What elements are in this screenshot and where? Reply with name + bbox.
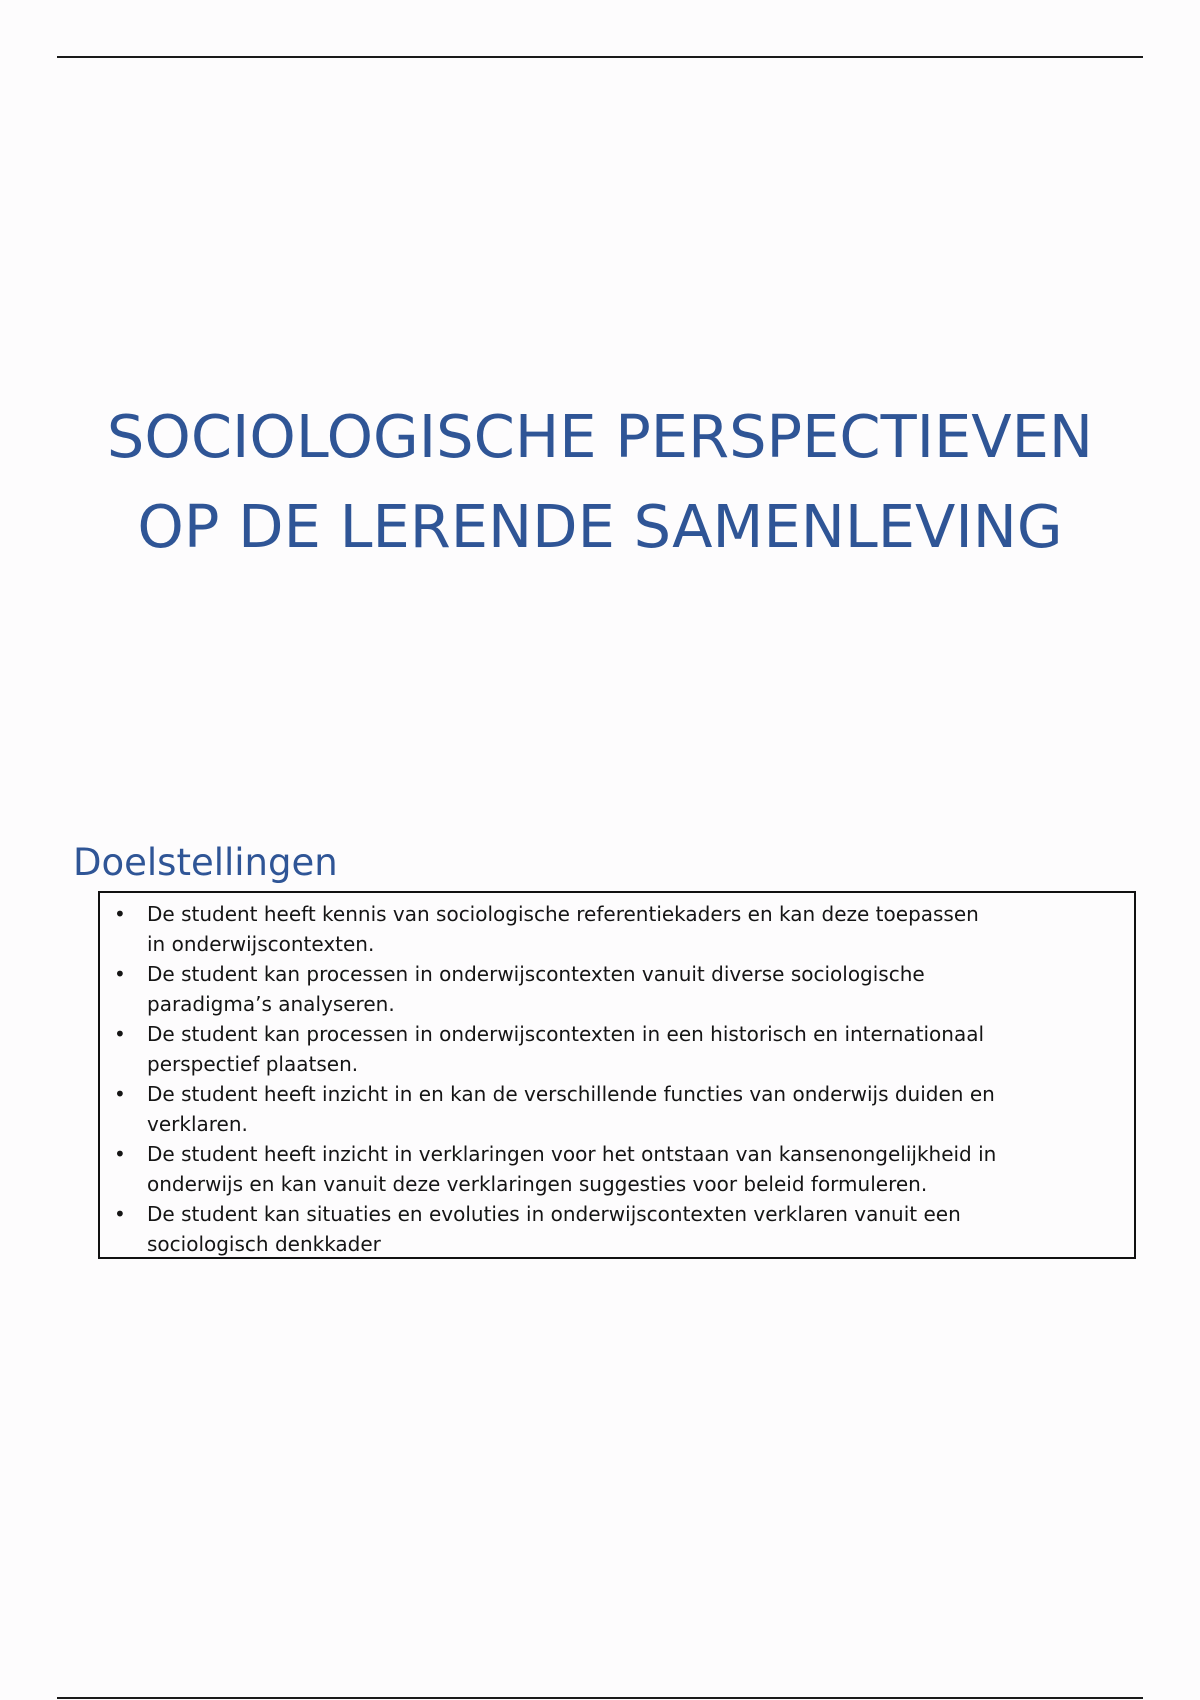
goals-box bbox=[98, 891, 1136, 1259]
goal-text: De student kan situaties en evoluties in onderwijscontexten verklaren vanuit een sociologisch denkkader bbox=[147, 1202, 961, 1256]
list-item bbox=[100, 1199, 997, 1259]
bullet-icon: • bbox=[114, 962, 126, 986]
goal-text: De student heeft inzicht in verklaringen voor het ontstaan van kansenongelijkheid in onderwijs en kan vanuit deze verklaringen suggesties voor beleid formuleren. bbox=[147, 1142, 997, 1196]
list-item bbox=[100, 1079, 997, 1139]
section-heading: Doelstellingen bbox=[73, 841, 338, 884]
list-item bbox=[100, 1139, 997, 1199]
title-line-2: OP DE LERENDE SAMENLEVING bbox=[137, 492, 1063, 561]
goal-text: De student kan processen in onderwijscontexten in een historisch en internationaal perspectief plaatsen. bbox=[147, 1022, 985, 1076]
bullet-icon: • bbox=[114, 1082, 126, 1106]
bullet-icon: • bbox=[114, 1202, 126, 1226]
bullet-icon: • bbox=[114, 902, 126, 926]
list-item bbox=[100, 1019, 997, 1079]
bullet-icon: • bbox=[114, 1142, 126, 1166]
top-rule bbox=[57, 56, 1143, 58]
title-line-1: SOCIOLOGISCHE PERSPECTIEVEN bbox=[106, 402, 1094, 471]
goal-text: De student heeft kennis van sociologische referentiekaders en kan deze toepassen in onderwijscontexten. bbox=[147, 902, 979, 956]
bullet-icon: • bbox=[114, 1022, 126, 1046]
list-item bbox=[100, 959, 997, 1019]
document-title bbox=[0, 392, 1200, 572]
goal-text: De student kan processen in onderwijscontexten vanuit diverse sociologische paradigma’s analyseren. bbox=[147, 962, 925, 1016]
goal-text: De student heeft inzicht in en kan de verschillende functies van onderwijs duiden en verklaren. bbox=[147, 1082, 995, 1136]
list-item bbox=[100, 899, 997, 959]
goals-list bbox=[100, 893, 1134, 1259]
bottom-rule bbox=[57, 1697, 1143, 1699]
